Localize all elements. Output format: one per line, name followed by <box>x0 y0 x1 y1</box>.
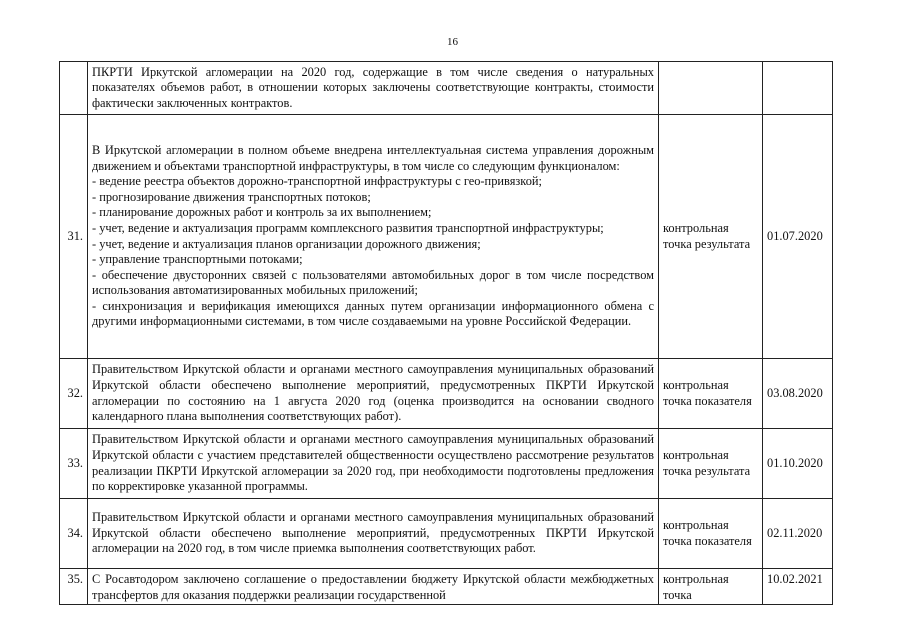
row-type: контрольная точка показателя <box>659 359 763 429</box>
row-description: Правительством Иркутской области и органами местного самоуправления муниципальных образований Иркутской области обеспечено выполнение мероприятий, предусмотренных ПКРТИ Иркутской агломерации на 2020 год, в том числе приемка выполнения соответствующих работ. <box>88 499 659 569</box>
table-row <box>60 115 833 359</box>
row-intro: В Иркутской агломерации в полном объеме внедрена интеллектуальная система управления дорожным движением и объектами транспортной инфраструктуры, в том числе со следующим функционалом: <box>92 142 654 173</box>
function-item: - учет, ведение и актуализация программ комплексного развития транспортной инфраструктуры; <box>92 220 604 235</box>
row-description <box>88 569 659 605</box>
row-date: 01.07.2020 <box>763 115 833 359</box>
row-type <box>659 569 763 605</box>
table-row <box>60 499 833 569</box>
function-item: - управление транспортными потоками; <box>92 252 303 267</box>
function-item: - планирование дорожных работ и контроль за их выполнением; <box>92 205 432 220</box>
row-description <box>88 115 659 359</box>
row-date: 01.10.2020 <box>763 429 833 499</box>
function-item: - прогнозирование движения транспортных потоков; <box>92 189 371 204</box>
page-number: 16 <box>447 36 458 48</box>
table-row <box>60 62 833 115</box>
row-description: Правительством Иркутской области и органами местного самоуправления муниципальных образований Иркутской области с участием представителей общественности осуществлено рассмотрение результатов реализации ПКРТИ Иркутской агломерации за 2020 год, при необходимости подготовлены предложения по корректировке указанной программы. <box>88 429 659 499</box>
control-points-table <box>59 61 833 605</box>
row-description-text: С Росавтодором заключено соглашение о предоставлении бюджету Иркутской области межбюджетных трансфертов для оказания поддержки реализации государственной <box>92 572 654 602</box>
row-date: 03.08.2020 <box>763 359 833 429</box>
row-date: 10.02.2021 <box>763 569 833 605</box>
table-row <box>60 359 833 429</box>
row-description: Правительством Иркутской области и органами местного самоуправления муниципальных образований Иркутской области обеспечено выполнение мероприятий, предусмотренных ПКРТИ Иркутской агломерации по состоянию на 1 августа 2020 год (оценка производится на основании сводного календарного плана выполнения соответствующих работ). <box>88 359 659 429</box>
row-number: 31. <box>60 115 88 359</box>
row-type-text: контрольная точка <box>663 572 729 602</box>
row-type <box>659 62 763 115</box>
row-date: 02.11.2020 <box>763 499 833 569</box>
row-number: 33. <box>60 429 88 499</box>
function-item: - синхронизация и верификация имеющихся данных путем организации информационного обмена с другими информационными системами, в том числе создаваемыми на уровне Российской Федерации. <box>92 298 654 329</box>
row-number: 32. <box>60 359 88 429</box>
row-number <box>60 62 88 115</box>
function-item: - учет, ведение и актуализация планов организации дорожного движения; <box>92 236 481 251</box>
row-type: контрольная точка результата <box>659 115 763 359</box>
function-item: - ведение реестра объектов дорожно-транспортной инфраструктуры с гео-привязкой; <box>92 174 542 189</box>
row-date <box>763 62 833 115</box>
table-row <box>60 429 833 499</box>
function-item: - обеспечение двусторонних связей с пользователями автомобильных дорог в том числе посредством использования автоматизированных мобильных приложений; <box>92 267 654 298</box>
row-number: 35. <box>60 569 88 605</box>
row-number: 34. <box>60 499 88 569</box>
table-row <box>60 569 833 605</box>
row-type: контрольная точка показателя <box>659 499 763 569</box>
row-type: контрольная точка результата <box>659 429 763 499</box>
row-description: ПКРТИ Иркутской агломерации на 2020 год, содержащие в том числе сведения о натуральных показателях объемов работ, в отношении которых заключены соответствующие контракты, стоимости фактически заключенных контрактов. <box>88 62 659 115</box>
